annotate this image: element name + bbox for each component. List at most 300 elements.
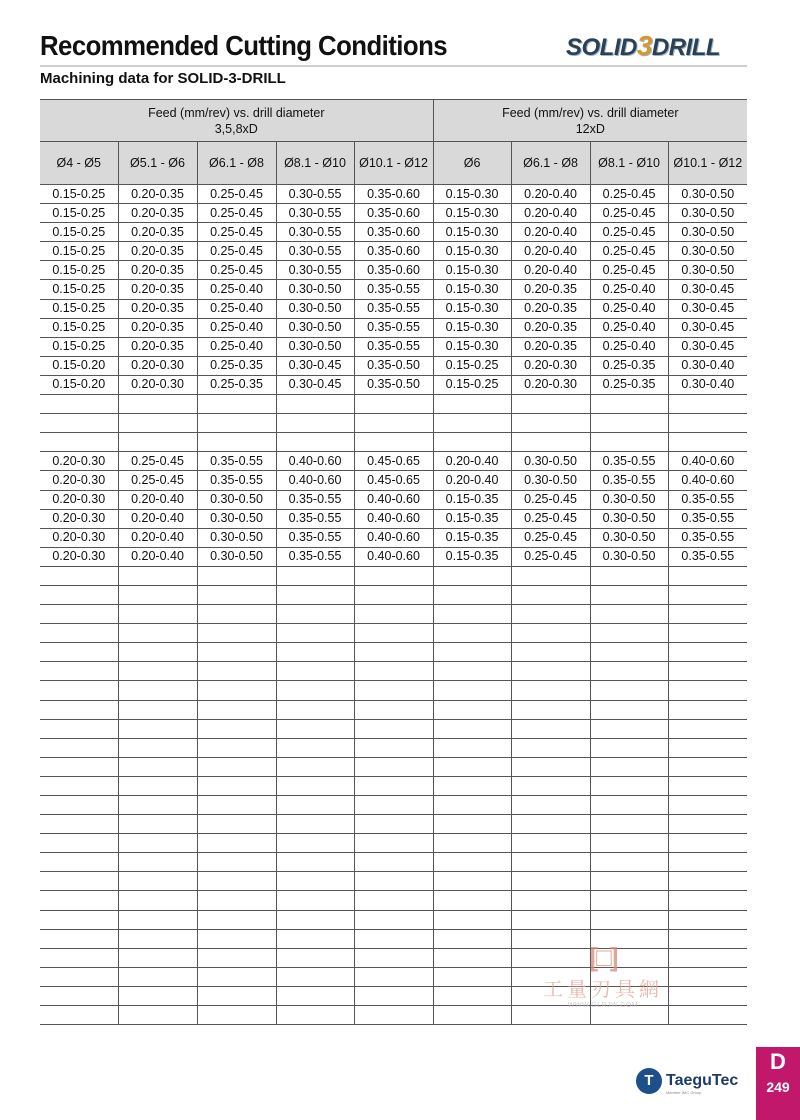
table-cell: 0.35-0.50: [354, 375, 433, 394]
table-cell: [118, 414, 197, 433]
table-cell: [197, 738, 276, 757]
table-cell: 0.25-0.45: [197, 223, 276, 242]
table-cell: [668, 605, 747, 624]
table-cell: [668, 948, 747, 967]
table-cell: [40, 872, 118, 891]
table-cell: [433, 643, 511, 662]
table-cell: [276, 681, 354, 700]
table-cell: 0.30-0.40: [668, 356, 747, 375]
table-cell: 0.15-0.30: [433, 185, 511, 204]
table-cell: [668, 662, 747, 681]
table-cell: 0.15-0.25: [40, 337, 118, 356]
table-cell: [118, 566, 197, 585]
table-cell: [511, 566, 590, 585]
table-cell: 0.15-0.35: [433, 509, 511, 528]
page-number: 249: [766, 1079, 790, 1095]
table-cell: [511, 796, 590, 815]
table-cell: [40, 414, 118, 433]
table-cell: [668, 566, 747, 585]
table-row: [40, 796, 747, 815]
group-header-ratio: 3,5,8xD: [214, 121, 258, 136]
table-cell: [668, 414, 747, 433]
table-cell: [590, 853, 668, 872]
table-cell: 0.30-0.50: [590, 528, 668, 547]
table-cell: [433, 605, 511, 624]
table-cell: [197, 1006, 276, 1025]
table-cell: [433, 414, 511, 433]
table-cell: 0.25-0.35: [590, 356, 668, 375]
table-cell: 0.25-0.45: [197, 185, 276, 204]
table-cell: [590, 395, 668, 414]
table-cell: [433, 929, 511, 948]
table-cell: [354, 643, 433, 662]
table-cell: 0.30-0.50: [590, 509, 668, 528]
table-cell: [590, 834, 668, 853]
table-cell: 0.30-0.50: [197, 509, 276, 528]
table-cell: 0.25-0.40: [590, 318, 668, 337]
table-cell: [276, 986, 354, 1005]
table-cell: [354, 1006, 433, 1025]
table-cell: 0.30-0.50: [276, 299, 354, 318]
table-cell: 0.20-0.40: [433, 452, 511, 471]
watermark: [536, 942, 670, 1009]
group-header-ratio: 12xD: [575, 121, 605, 136]
page-subtitle: Machining data for SOLID-3-DRILL: [40, 70, 286, 87]
table-cell: 0.25-0.40: [197, 299, 276, 318]
table-cell: [433, 1006, 511, 1025]
table-cell: 0.20-0.30: [40, 490, 118, 509]
table-cell: 0.30-0.50: [276, 337, 354, 356]
table-cell: [668, 967, 747, 986]
column-header: Ø10.1 - Ø12: [354, 142, 433, 185]
table-cell: [354, 948, 433, 967]
brand-name: TaeguTec: [666, 1072, 739, 1089]
table-cell: [197, 948, 276, 967]
table-cell: [354, 585, 433, 604]
table-cell: [276, 738, 354, 757]
table-cell: 0.25-0.45: [197, 204, 276, 223]
table-cell: [590, 624, 668, 643]
table-row: [40, 375, 747, 394]
table-cell: [276, 1006, 354, 1025]
table-cell: 0.30-0.50: [197, 528, 276, 547]
table-cell: [668, 585, 747, 604]
table-cell: [433, 662, 511, 681]
column-header: Ø6.1 - Ø8: [197, 142, 276, 185]
table-cell: [197, 834, 276, 853]
table-cell: [40, 948, 118, 967]
section-page-tab: [756, 1047, 800, 1120]
table-cell: [40, 891, 118, 910]
table-cell: [511, 414, 590, 433]
table-cell: [668, 681, 747, 700]
table-cell: 0.35-0.60: [354, 185, 433, 204]
table-cell: [668, 910, 747, 929]
table-cell: 0.20-0.35: [118, 280, 197, 299]
table-cell: [433, 433, 511, 452]
table-cell: [590, 662, 668, 681]
table-cell: 0.40-0.60: [276, 471, 354, 490]
table-cell: [118, 967, 197, 986]
table-cell: [276, 757, 354, 776]
table-cell: 0.30-0.50: [276, 318, 354, 337]
column-header: Ø4 - Ø5: [40, 142, 118, 185]
table-cell: [590, 872, 668, 891]
table-cell: [40, 681, 118, 700]
table-row: [40, 452, 747, 471]
table-cell: [354, 853, 433, 872]
table-cell: [197, 566, 276, 585]
table-cell: [276, 605, 354, 624]
table-cell: 0.20-0.40: [511, 242, 590, 261]
table-cell: 0.20-0.40: [118, 547, 197, 566]
table-cell: [40, 395, 118, 414]
table-cell: [668, 776, 747, 795]
table-cell: [668, 834, 747, 853]
table-cell: 0.35-0.55: [590, 452, 668, 471]
table-row: [40, 853, 747, 872]
table-cell: [354, 776, 433, 795]
table-cell: [276, 776, 354, 795]
table-row: [40, 223, 747, 242]
group-header-12xd: [433, 100, 747, 142]
table-cell: 0.20-0.35: [118, 185, 197, 204]
table-cell: 0.15-0.25: [433, 356, 511, 375]
solid-3-drill-logo: SOLID3DRILL: [566, 30, 721, 61]
table-cell: 0.20-0.30: [40, 509, 118, 528]
table-cell: 0.35-0.55: [354, 280, 433, 299]
table-cell: [40, 929, 118, 948]
table-cell: 0.35-0.55: [354, 337, 433, 356]
table-cell: [197, 986, 276, 1005]
table-cell: 0.25-0.40: [197, 318, 276, 337]
table-cell: 0.40-0.60: [276, 452, 354, 471]
table-cell: 0.30-0.50: [197, 547, 276, 566]
table-cell: [590, 585, 668, 604]
table-cell: 0.20-0.30: [118, 356, 197, 375]
table-cell: [197, 853, 276, 872]
table-cell: [511, 853, 590, 872]
table-cell: 0.40-0.60: [354, 509, 433, 528]
table-cell: [197, 433, 276, 452]
table-row: [40, 757, 747, 776]
table-cell: 0.20-0.35: [511, 280, 590, 299]
table-cell: [511, 605, 590, 624]
table-cell: [668, 815, 747, 834]
table-cell: 0.15-0.30: [433, 242, 511, 261]
table-cell: [118, 643, 197, 662]
table-cell: 0.25-0.45: [197, 242, 276, 261]
column-header: Ø5.1 - Ø6: [118, 142, 197, 185]
table-cell: [511, 585, 590, 604]
table-cell: [433, 719, 511, 738]
table-cell: [668, 700, 747, 719]
table-cell: 0.25-0.40: [197, 337, 276, 356]
table-row: [40, 662, 747, 681]
table-row: [40, 337, 747, 356]
group-header-row: [40, 100, 747, 142]
table-cell: 0.30-0.55: [276, 242, 354, 261]
table-cell: 0.20-0.35: [118, 318, 197, 337]
table-cell: [668, 929, 747, 948]
table-row: [40, 624, 747, 643]
table-cell: [590, 757, 668, 776]
table-cell: 0.20-0.40: [118, 509, 197, 528]
table-cell: 0.15-0.25: [40, 223, 118, 242]
table-cell: 0.15-0.25: [40, 204, 118, 223]
table-cell: [354, 662, 433, 681]
table-cell: [511, 643, 590, 662]
table-cell: 0.35-0.60: [354, 223, 433, 242]
table-cell: [197, 643, 276, 662]
table-cell: [40, 986, 118, 1005]
table-cell: [197, 967, 276, 986]
table-cell: 0.15-0.25: [40, 185, 118, 204]
table-cell: [433, 834, 511, 853]
table-cell: [276, 796, 354, 815]
table-row: [40, 738, 747, 757]
table-cell: [354, 700, 433, 719]
cutting-conditions-table: [40, 99, 747, 1025]
table-cell: [118, 624, 197, 643]
table-cell: [40, 585, 118, 604]
table-cell: 0.25-0.45: [118, 452, 197, 471]
table-cell: 0.30-0.50: [511, 471, 590, 490]
table-cell: [668, 395, 747, 414]
table-cell: [354, 681, 433, 700]
table-cell: [40, 719, 118, 738]
table-cell: 0.25-0.40: [197, 280, 276, 299]
table-row: [40, 204, 747, 223]
table-cell: 0.30-0.55: [276, 223, 354, 242]
column-header: Ø6.1 - Ø8: [511, 142, 590, 185]
table-cell: 0.25-0.45: [511, 528, 590, 547]
table-cell: [118, 834, 197, 853]
table-row: [40, 471, 747, 490]
table-cell: 0.20-0.30: [40, 452, 118, 471]
table-cell: [276, 566, 354, 585]
table-cell: [118, 1006, 197, 1025]
table-cell: [668, 433, 747, 452]
table-cell: 0.35-0.55: [668, 528, 747, 547]
table-row: [40, 776, 747, 795]
table-row: [40, 433, 747, 452]
table-cell: 0.15-0.35: [433, 490, 511, 509]
table-cell: [276, 948, 354, 967]
table-cell: [118, 776, 197, 795]
table-cell: 0.30-0.40: [668, 375, 747, 394]
table-cell: 0.35-0.55: [276, 528, 354, 547]
table-cell: 0.20-0.35: [118, 337, 197, 356]
table-cell: 0.20-0.30: [40, 528, 118, 547]
title-rule: [40, 65, 747, 67]
table-cell: [354, 891, 433, 910]
table-cell: 0.35-0.55: [197, 452, 276, 471]
table-cell: 0.25-0.45: [590, 223, 668, 242]
table-cell: [40, 662, 118, 681]
table-cell: [433, 624, 511, 643]
table-cell: [118, 853, 197, 872]
table-cell: [590, 796, 668, 815]
table-cell: [118, 891, 197, 910]
table-cell: 0.15-0.30: [433, 204, 511, 223]
table-row: [40, 261, 747, 280]
table-cell: [197, 757, 276, 776]
table-row: [40, 299, 747, 318]
table-cell: 0.15-0.30: [433, 261, 511, 280]
table-cell: [354, 986, 433, 1005]
table-cell: 0.25-0.45: [511, 509, 590, 528]
table-cell: [354, 757, 433, 776]
table-cell: [590, 719, 668, 738]
table-cell: 0.30-0.50: [668, 223, 747, 242]
table-cell: [511, 662, 590, 681]
table-cell: [276, 929, 354, 948]
table-cell: [197, 414, 276, 433]
table-cell: [433, 757, 511, 776]
table-cell: [354, 815, 433, 834]
table-cell: 0.45-0.65: [354, 471, 433, 490]
table-cell: [668, 891, 747, 910]
table-cell: 0.20-0.35: [511, 299, 590, 318]
table-cell: 0.40-0.60: [668, 452, 747, 471]
table-cell: 0.25-0.40: [590, 337, 668, 356]
table-cell: [433, 395, 511, 414]
table-cell: 0.20-0.35: [118, 223, 197, 242]
table-cell: [197, 776, 276, 795]
table-cell: 0.30-0.45: [276, 375, 354, 394]
table-cell: [40, 910, 118, 929]
table-cell: [433, 891, 511, 910]
table-cell: [511, 872, 590, 891]
table-cell: [118, 948, 197, 967]
table-cell: 0.25-0.45: [511, 490, 590, 509]
group-header-3-5-8xd: [40, 100, 433, 142]
table-cell: [354, 395, 433, 414]
table-cell: [118, 986, 197, 1005]
table-cell: [197, 700, 276, 719]
group-header-label: Feed (mm/rev) vs. drill diameter: [502, 105, 679, 120]
table-row: [40, 185, 747, 204]
table-cell: 0.25-0.45: [590, 261, 668, 280]
watermark-chinese-text: 工量刃具網: [543, 977, 663, 1001]
table-cell: [118, 929, 197, 948]
table-cell: [668, 1006, 747, 1025]
table-cell: 0.40-0.60: [354, 490, 433, 509]
table-cell: [197, 891, 276, 910]
group-header-label: Feed (mm/rev) vs. drill diameter: [148, 105, 325, 120]
table-cell: [197, 796, 276, 815]
table-cell: 0.15-0.25: [433, 375, 511, 394]
table-cell: [668, 624, 747, 643]
table-cell: [354, 796, 433, 815]
table-row: [40, 547, 747, 566]
table-cell: 0.35-0.55: [276, 509, 354, 528]
table-cell: 0.40-0.60: [668, 471, 747, 490]
table-row: [40, 891, 747, 910]
table-cell: 0.45-0.65: [354, 452, 433, 471]
table-cell: [40, 796, 118, 815]
table-cell: 0.30-0.45: [668, 280, 747, 299]
table-cell: 0.30-0.50: [197, 490, 276, 509]
table-cell: [433, 986, 511, 1005]
table-cell: 0.35-0.55: [668, 509, 747, 528]
table-cell: [118, 757, 197, 776]
table-cell: [433, 566, 511, 585]
table-cell: [276, 872, 354, 891]
watermark-mark-icon: [□]: [589, 942, 617, 972]
table-row: [40, 585, 747, 604]
table-cell: 0.20-0.30: [511, 375, 590, 394]
table-cell: 0.35-0.55: [668, 547, 747, 566]
table-cell: [354, 738, 433, 757]
table-body: [40, 185, 747, 1025]
table-row: [40, 242, 747, 261]
table-cell: 0.20-0.40: [118, 490, 197, 509]
table-cell: [276, 719, 354, 738]
table-cell: 0.30-0.50: [590, 547, 668, 566]
table-row: [40, 872, 747, 891]
column-header: Ø6: [433, 142, 511, 185]
table-cell: 0.20-0.40: [511, 185, 590, 204]
table-cell: [668, 796, 747, 815]
table-cell: [197, 872, 276, 891]
table-cell: 0.20-0.35: [511, 337, 590, 356]
table-cell: [40, 776, 118, 795]
table-cell: 0.30-0.50: [668, 204, 747, 223]
table-cell: [354, 566, 433, 585]
table-cell: [197, 662, 276, 681]
table-row: [40, 395, 747, 414]
column-header: Ø10.1 - Ø12: [668, 142, 747, 185]
table-cell: [511, 891, 590, 910]
table-cell: [354, 624, 433, 643]
table-cell: 0.30-0.50: [668, 242, 747, 261]
table-cell: [511, 433, 590, 452]
column-header: Ø8.1 - Ø10: [590, 142, 668, 185]
table-cell: [433, 700, 511, 719]
table-cell: 0.20-0.35: [511, 318, 590, 337]
table-row: [40, 719, 747, 738]
table-cell: [118, 662, 197, 681]
table-cell: [590, 433, 668, 452]
table-cell: 0.15-0.35: [433, 528, 511, 547]
table-cell: 0.30-0.50: [668, 261, 747, 280]
table-cell: [511, 757, 590, 776]
table-cell: [668, 738, 747, 757]
table-cell: [354, 433, 433, 452]
table-cell: [590, 643, 668, 662]
table-cell: 0.20-0.35: [118, 204, 197, 223]
table-cell: [433, 967, 511, 986]
table-cell: [276, 910, 354, 929]
table-row: [40, 509, 747, 528]
table-cell: 0.25-0.35: [197, 356, 276, 375]
table-cell: 0.15-0.20: [40, 375, 118, 394]
table-row: [40, 414, 747, 433]
table-cell: 0.15-0.30: [433, 280, 511, 299]
table-cell: [590, 738, 668, 757]
table-cell: [276, 433, 354, 452]
table-cell: [433, 853, 511, 872]
table-cell: 0.20-0.40: [118, 528, 197, 547]
column-header-row: [40, 142, 747, 185]
table-cell: 0.25-0.35: [197, 375, 276, 394]
table-cell: 0.30-0.50: [590, 490, 668, 509]
table-cell: 0.35-0.60: [354, 242, 433, 261]
table-cell: 0.20-0.30: [40, 547, 118, 566]
table-cell: [590, 891, 668, 910]
